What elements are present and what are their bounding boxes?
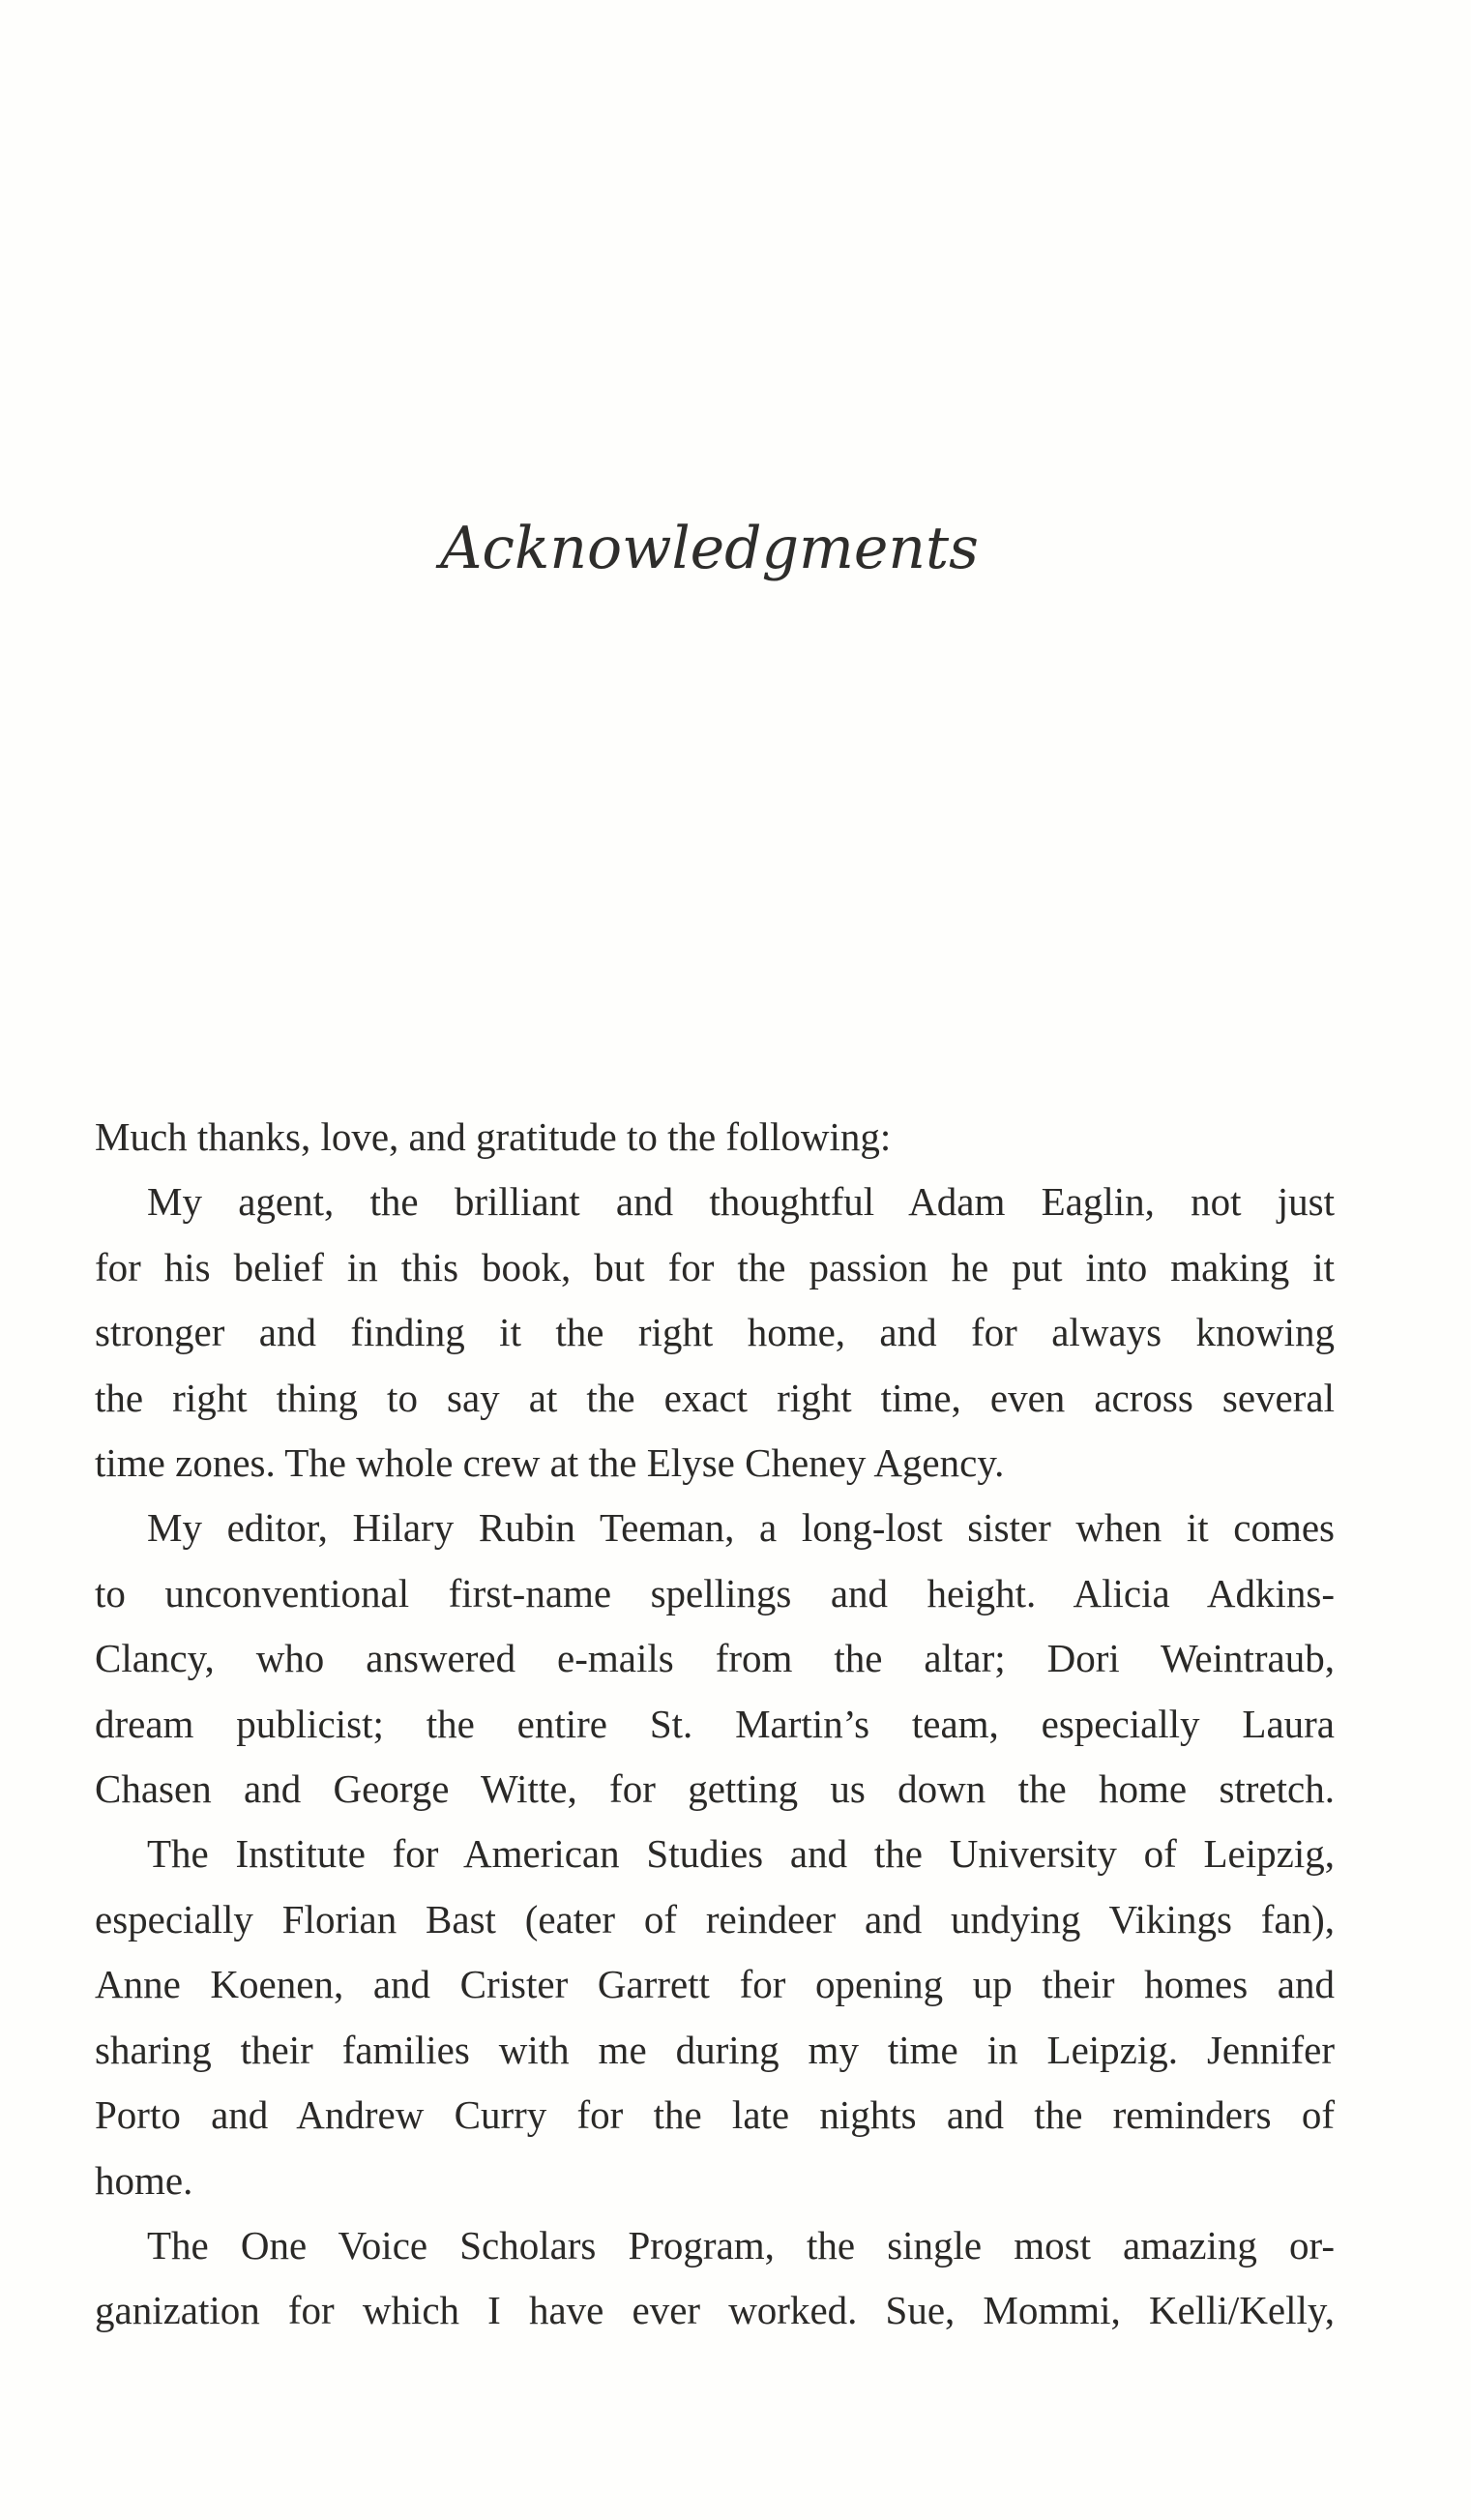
text-line: Anne Koenen, and Crister Garrett for opening up their homes and — [95, 1962, 1335, 2007]
paragraph-institute — [95, 1822, 1335, 2212]
text-line: to unconventional first-name spellings and height. Alicia Adkins- — [95, 1570, 1335, 1616]
text-line: the right thing to say at the exact right time, even across several — [95, 1375, 1335, 1420]
paragraph-one-voice — [95, 2213, 1335, 2344]
paragraph-agent — [95, 1170, 1335, 1496]
text-line: time zones. The whole crew at the Elyse Cheney Agency. — [95, 1440, 1005, 1486]
text-line: dream publicist; the entire St. Martin’s team, especially Laura — [95, 1701, 1335, 1746]
paragraph-editor — [95, 1496, 1335, 1822]
body-text — [95, 1105, 1335, 2344]
text-line: Chasen and George Witte, for getting us down the home stretch. — [95, 1766, 1335, 1812]
text-line: The Institute for American Studies and the University of Leipzig, — [147, 1831, 1335, 1877]
text-line: especially Florian Bast (eater of reindeer and undying Vikings fan), — [95, 1896, 1335, 1942]
text-line: The One Voice Scholars Program, the single most amazing or- — [147, 2222, 1335, 2268]
text-line: My editor, Hilary Rubin Teeman, a long-lost sister when it comes — [147, 1505, 1335, 1551]
text-line: for his belief in this book, but for the passion he put into making it — [95, 1244, 1335, 1290]
text-line: sharing their families with me during my time in Leipzig. Jennifer — [95, 2027, 1335, 2072]
text-line: Porto and Andrew Curry for the late nights and the reminders of — [95, 2092, 1335, 2138]
chapter-heading: Acknowledgments — [440, 515, 979, 582]
lead-line: Much thanks, love, and gratitude to the following: — [95, 1114, 892, 1159]
text-line: home. — [95, 2157, 193, 2203]
text-line: stronger and finding it the right home, and for always knowing — [95, 1310, 1335, 1355]
text-line: Clancy, who answered e-mails from the altar; Dori Weintraub, — [95, 1636, 1335, 1681]
text-line: ganization for which I have ever worked. Sue, Mommi, Kelli/Kelly, — [95, 2288, 1335, 2333]
text-line: My agent, the brilliant and thoughtful Adam Eaglin, not just — [147, 1179, 1335, 1225]
